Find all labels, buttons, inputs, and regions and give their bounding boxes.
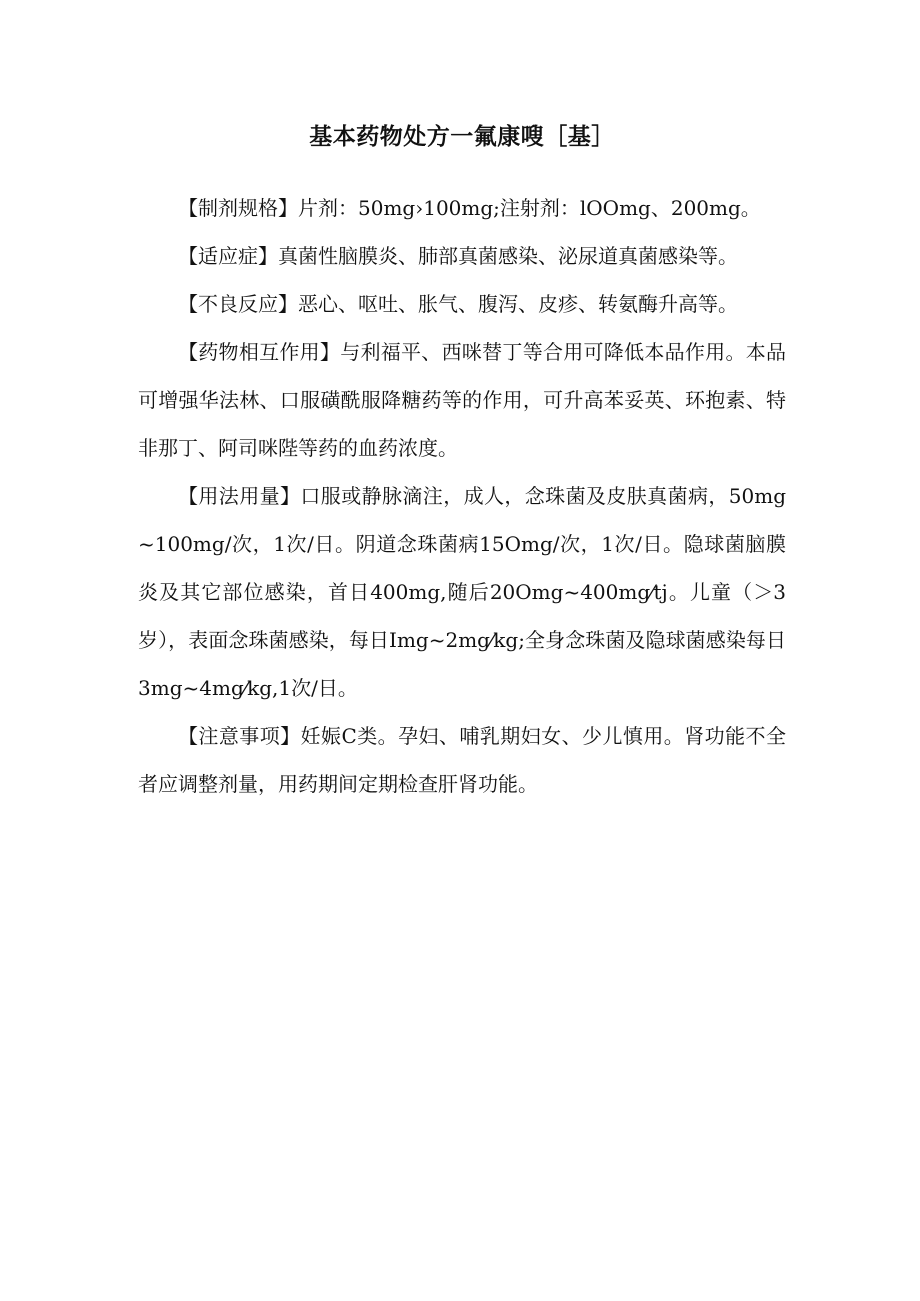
document-title: 基本药物处方一氟康嗖［基］ (309, 124, 615, 150)
section-adverse-reactions: 【不良反应】恶心、呕吐、胀气、腹泻、皮疹、转氨酶升高等。 (178, 292, 738, 316)
section-precautions: 【注意事项】妊娠C类。孕妇、哺乳期妇女、少儿慎用。肾功能不全者应调整剂量，用药期间定期检查肝肾功能。 (138, 724, 786, 796)
section-drug-interactions: 【药物相互作用】与利福平、西咪替丁等合用可降低本品作用。本品可增强华法林、口服磺酰服降糖药等的作用，可升高苯妥英、环抱素、特非那丁、阿司咪陛等药的血药浓度。 (138, 340, 786, 460)
section-indications: 【适应症】真菌性脑膜炎、肺部真菌感染、泌尿道真菌感染等。 (178, 244, 738, 268)
document-page (138, 118, 786, 808)
section-usage-dosage: 【用法用量】口服或静脉滴注，成人，念珠菌及皮肤真菌病，50mg~100mg/次，1次/日。阴道念珠菌病15Omg/次，1次/日。隐球菌脑膜炎及其它部位感染，首日400mg,随后20Omg~400mg⁄tj。儿童（＞3岁），表面念珠菌感染，每日Img~2mg⁄kg;全身念珠菌及隐球菌感染每日3mg~4mg⁄kg,1次/日。 (138, 484, 786, 700)
section-dosage-form: 【制剂规格】片剂：50mg›100mg;注射剂：lOOmg、200mg。 (178, 196, 761, 220)
